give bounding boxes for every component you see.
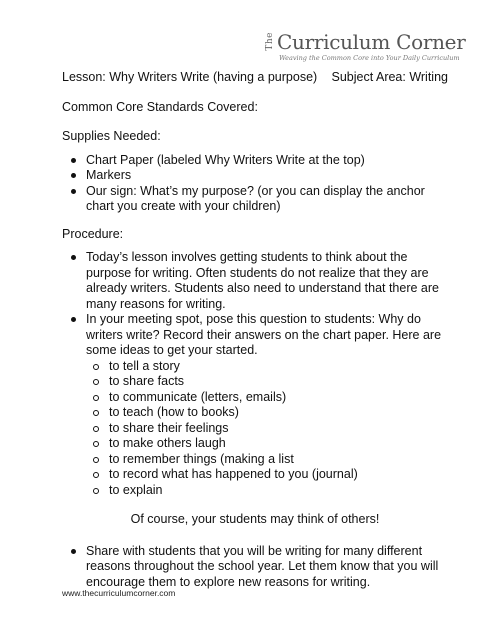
others-note: Of course, your students may think of others! xyxy=(130,512,380,526)
list-item: to teach (how to books) xyxy=(62,405,448,421)
ideas-list xyxy=(62,359,448,499)
subject-area: Subject Area: Writing xyxy=(331,70,448,84)
list-item xyxy=(62,312,448,359)
logo-the: The xyxy=(265,32,275,51)
list-item: Markers xyxy=(62,168,448,184)
supplies-label: Supplies Needed: xyxy=(62,129,161,143)
logo-name: Curriculum Corner xyxy=(277,30,466,54)
list-item: Our sign: What’s my purpose? (or you can display the anchor chart you create with your children) xyxy=(62,184,448,215)
standards-label: Common Core Standards Covered: xyxy=(62,99,258,114)
list-item: to remember things (making a list xyxy=(62,452,448,468)
curriculum-corner-logo xyxy=(265,30,466,70)
footer-url: www.thecurriculumcorner.com xyxy=(62,588,176,598)
list-item: to share their feelings xyxy=(62,421,448,437)
list-item: to explain xyxy=(62,483,448,499)
list-item: Today’s lesson involves getting students to think about the purpose for writing. Often students do not realize that they are already writers. Students also need to understand that there are many reasons for writing. xyxy=(62,250,448,312)
list-item: to communicate (letters, emails) xyxy=(62,390,448,406)
procedure-list xyxy=(62,250,448,359)
list-item: Chart Paper (labeled Why Writers Write at the top) xyxy=(62,153,448,169)
lesson-header xyxy=(62,70,448,86)
logo-tagline: Weaving the Common Core into Your Daily Curriculum xyxy=(279,54,460,62)
list-item-text: In your meeting spot, pose this question to students: Why do writers write? Record their answers on the chart paper. Here are some ideas to get your started. xyxy=(86,312,442,357)
closing-list xyxy=(62,544,448,591)
list-item: to tell a story xyxy=(62,359,448,375)
list-item: to record what has happened to you (journal) xyxy=(62,467,448,483)
lesson-document xyxy=(62,70,448,590)
supplies-list xyxy=(62,153,448,215)
list-item: to share facts xyxy=(62,374,448,390)
list-item: Share with students that you will be writing for many different reasons throughout the school year. Let them know that you will encourage them to explore new reasons for writing. xyxy=(62,544,448,591)
procedure-label: Procedure: xyxy=(62,226,124,241)
list-item: to make others laugh xyxy=(62,436,448,452)
lesson-title: Lesson: Why Writers Write (having a purpose) xyxy=(62,70,318,84)
